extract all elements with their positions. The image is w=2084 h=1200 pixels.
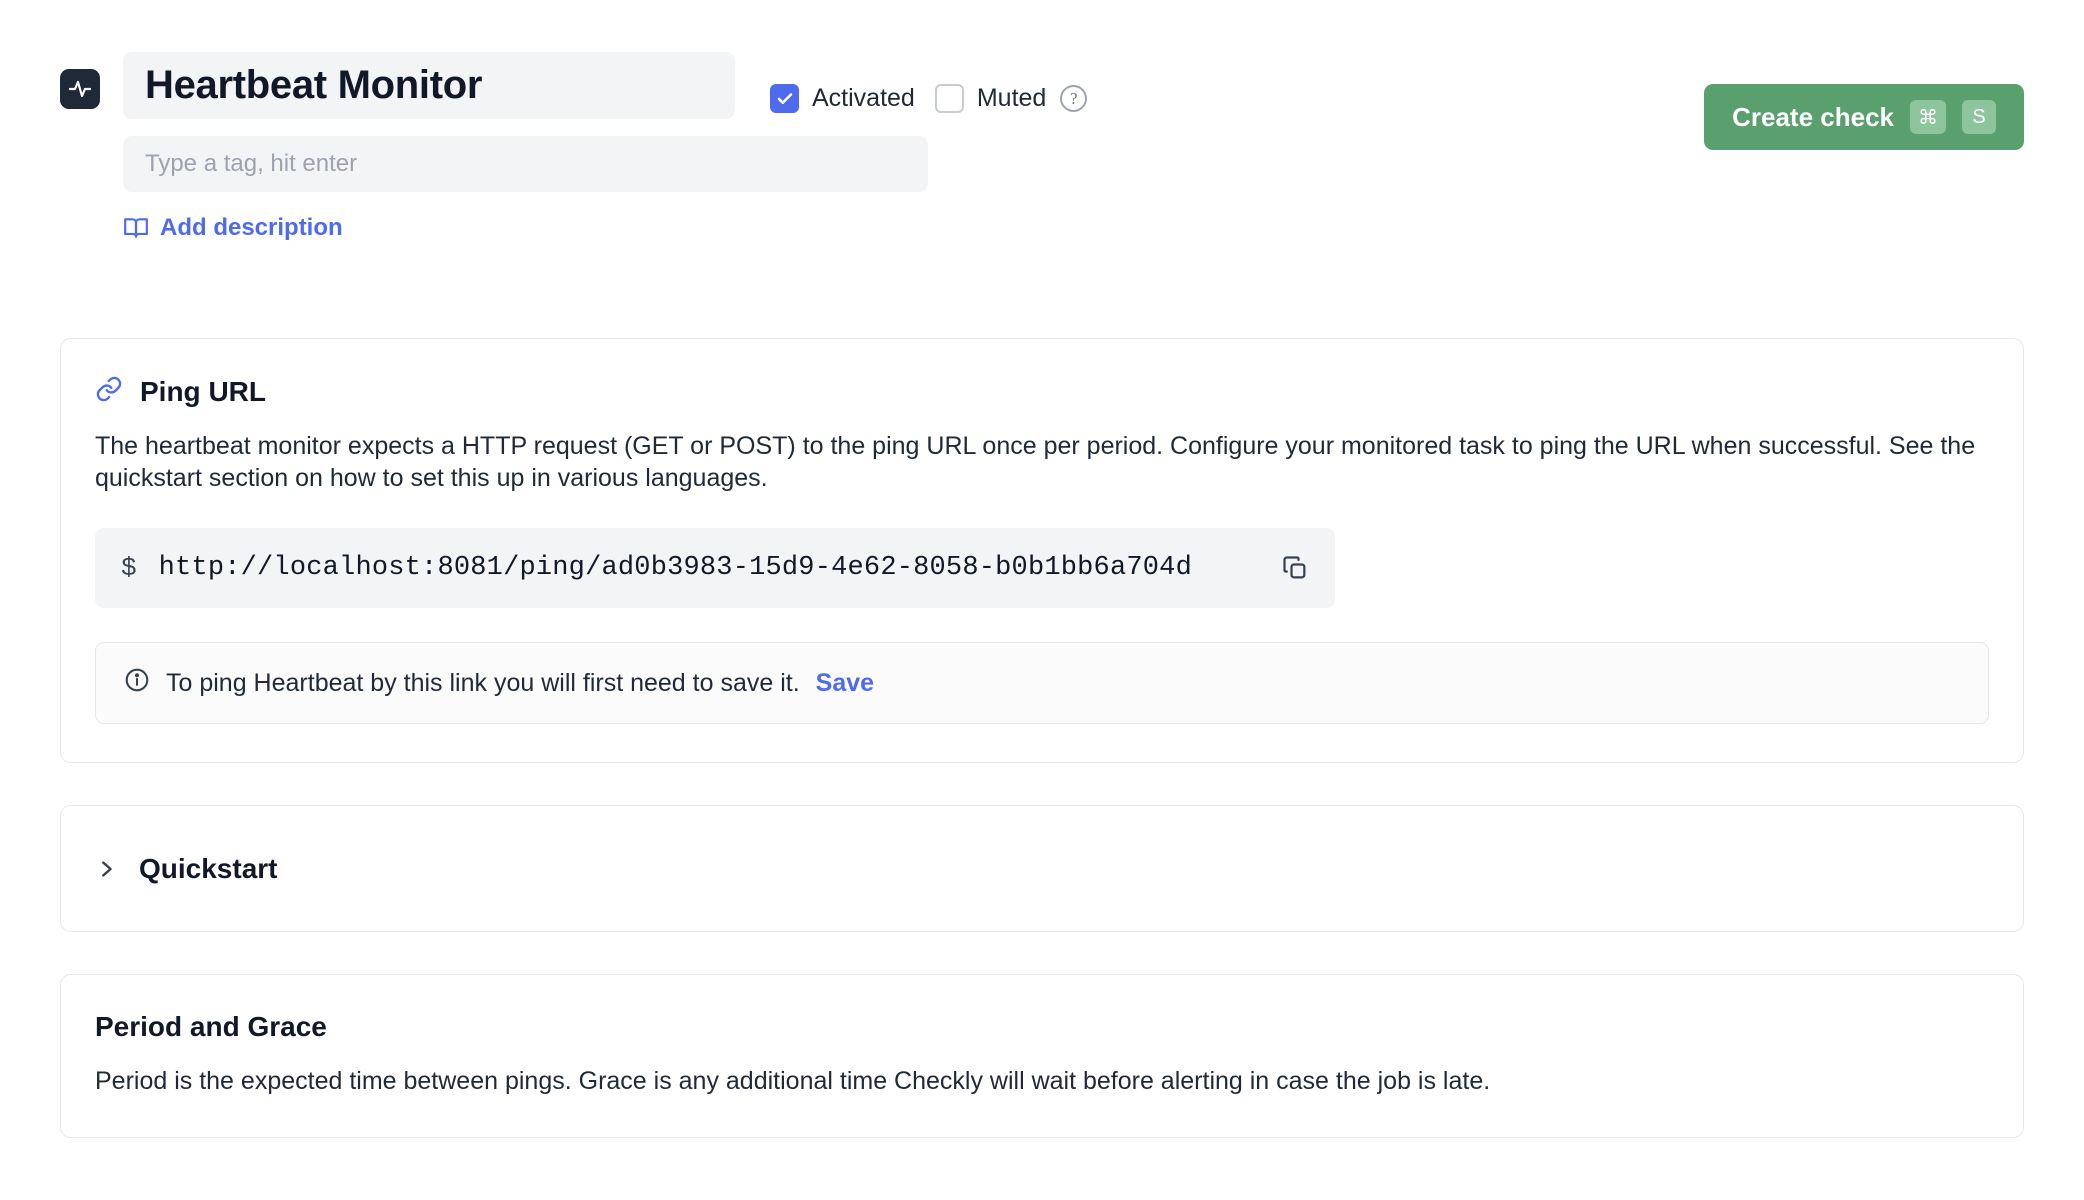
add-description-label: Add description [160,214,343,241]
quickstart-toggle[interactable] [61,806,2023,931]
check-name-input[interactable]: Heartbeat Monitor [123,52,735,119]
activated-label: Activated [812,84,915,112]
save-notice-text: To ping Heartbeat by this link you will first need to save it. [166,668,800,697]
save-link[interactable]: Save [815,668,875,697]
save-notice [95,642,1989,724]
ping-url-field[interactable] [95,528,1335,608]
chevron-right-icon [95,858,117,880]
page-header [0,0,2084,242]
copy-icon[interactable] [1281,554,1309,582]
info-icon [124,667,150,700]
activity-pulse-icon [60,69,100,109]
toggle-activated[interactable] [770,84,915,113]
shortcut-modifier-key: ⌘ [1910,100,1946,134]
state-toggles [770,84,1087,113]
title-column [123,52,735,242]
period-and-grace-description: Period is the expected time between pings. Grace is any additional time Checkly will wait before alerting in case the job is late. [95,1067,1491,1095]
ping-url-card-header [95,375,1989,408]
ping-url-value: http://localhost:8081/ping/ad0b3983-15d9-4e62-8058-b0b1bb6a704d [158,553,1192,583]
period-and-grace-card [60,974,2024,1138]
quickstart-card [60,805,2024,932]
prompt-symbol: $ [121,553,137,583]
create-check-label: Create check [1732,101,1894,132]
muted-checkbox[interactable] [935,84,964,113]
toggle-muted[interactable] [935,84,1046,113]
book-icon [123,215,149,241]
activated-checkbox[interactable] [770,84,799,113]
ping-url-description: The heartbeat monitor expects a HTTP request (GET or POST) to the ping URL once per period. Configure your monitored task to ping the URL when successful. See the quickstart section on how to set this up in various languages. [95,432,1976,492]
quickstart-title: Quickstart [139,852,278,884]
create-check-button[interactable] [1704,84,2024,150]
link-icon [95,375,123,408]
muted-label: Muted [976,84,1047,112]
period-and-grace-title: Period and Grace [95,1011,327,1042]
tag-input[interactable]: Type a tag, hit enter [123,136,928,192]
question-mark-icon[interactable]: ? [1060,85,1087,112]
ping-url-card [60,338,2024,763]
add-description-button[interactable] [123,214,343,242]
shortcut-letter-key: S [1962,100,1996,134]
ping-url-title: Ping URL [140,375,266,407]
